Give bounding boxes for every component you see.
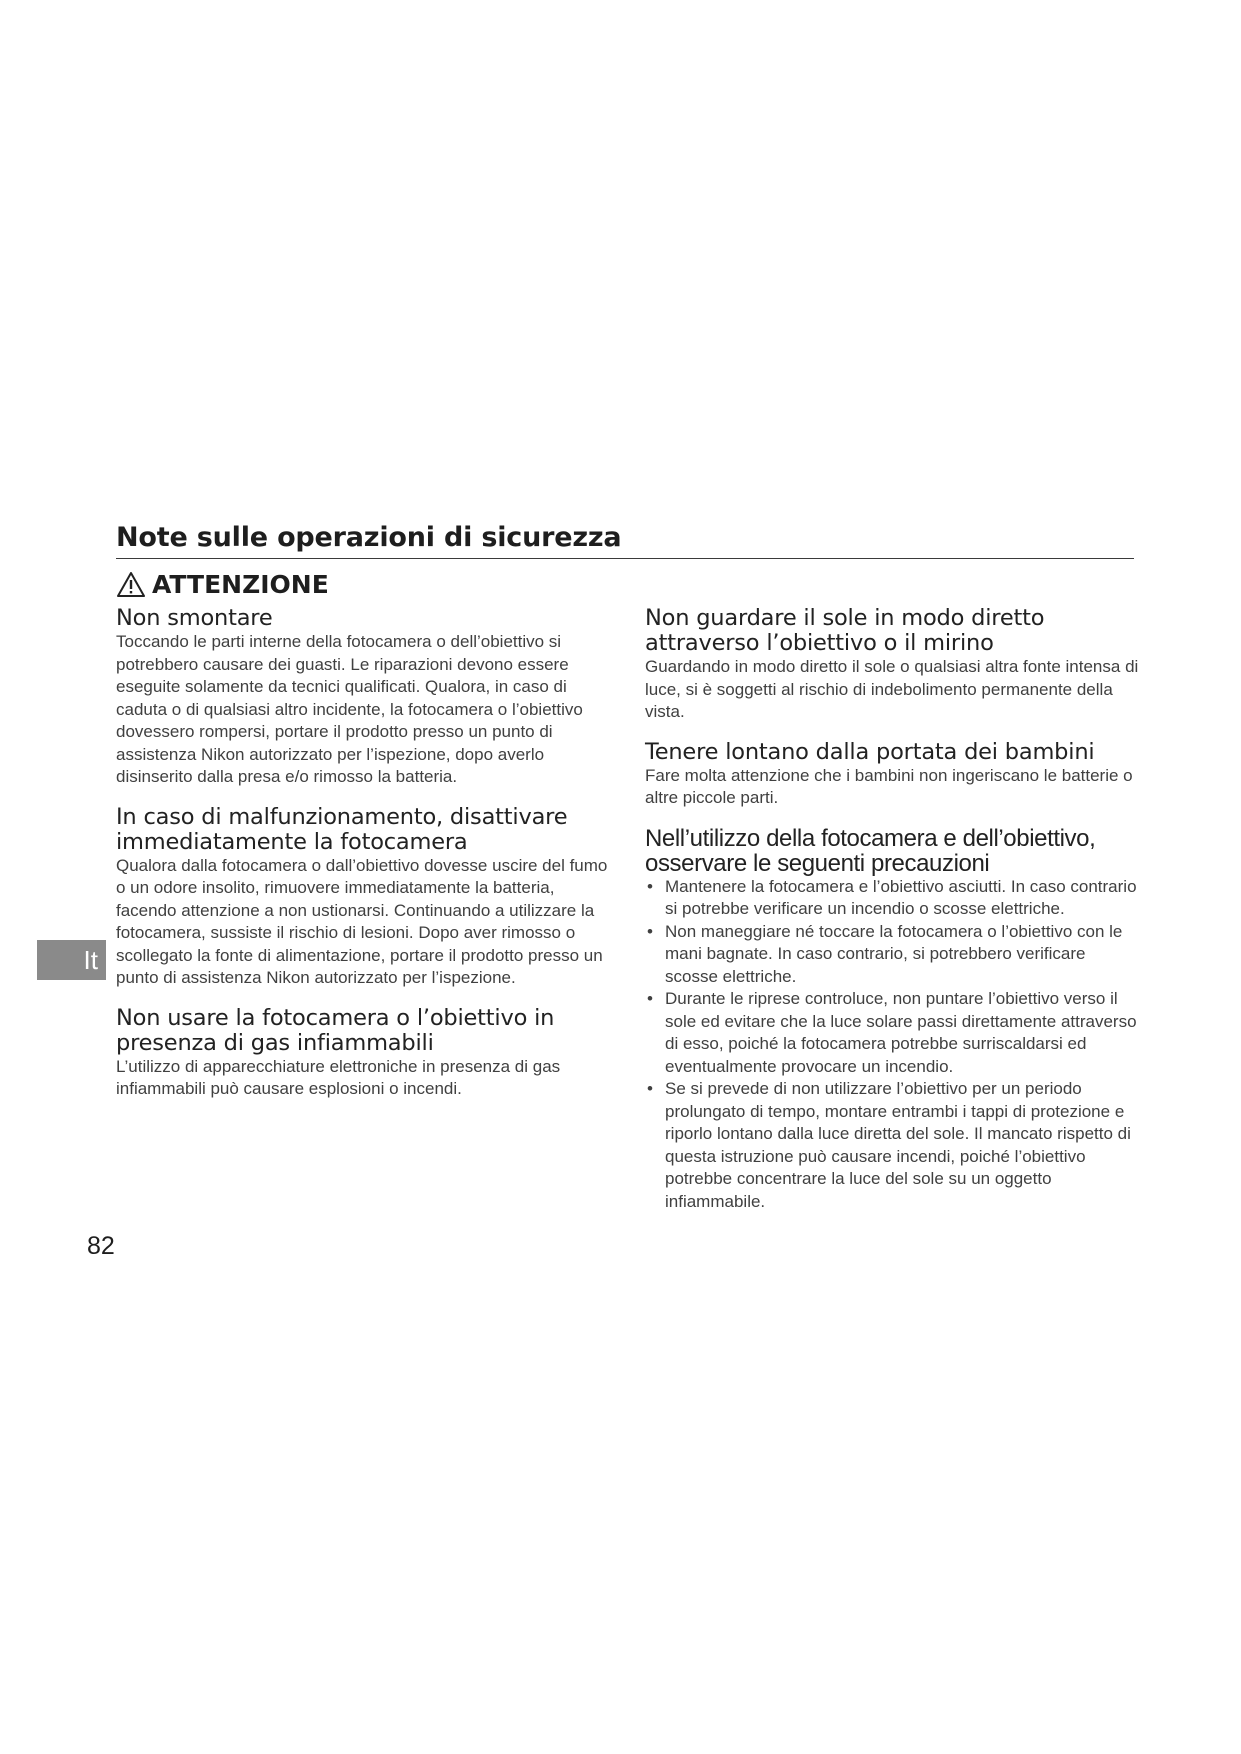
bullet-icon: •: [647, 989, 653, 1008]
list-item: [645, 1078, 1140, 1213]
right-column: [645, 606, 1140, 1229]
section-gas-infiammabili: [116, 1006, 614, 1101]
left-column: [116, 606, 614, 1117]
section-heading: Tenere lontano dalla portata dei bambini: [645, 738, 1095, 765]
list-item-text: Se si prevede di non utilizzare l’obiettivo per un periodo prolungato di tempo, montare entrambi i tappi di protezione e riporlo lontano dalla luce diretta del sole. Il mancato rispetto di questa istruzione può causare incendi, poiché l’obiettivo potrebbe concentrare la luce del sole su un oggetto infiammabile.: [665, 1079, 1131, 1211]
bullet-icon: •: [647, 876, 653, 896]
section-body: L’utilizzo di apparecchiature elettroniche in presenza di gas infiammabili può causare esplosioni o incendi.: [116, 1056, 561, 1098]
section-malfunzionamento: [116, 805, 614, 990]
section-non-smontare: [116, 606, 614, 789]
list-item-text: Durante le riprese controluce, non puntare l’obiettivo verso il sole ed evitare che la luce solare passi direttamente attraverso di esso, poiché la fotocamera potrebbe surriscaldarsi ed eventualmente provocare un incendio.: [665, 989, 1137, 1076]
section-precauzioni: [645, 826, 1140, 1214]
list-item: [645, 988, 1140, 1078]
language-tab: It: [37, 940, 106, 980]
section-heading: Non guardare il sole in modo diretto attraverso l’obiettivo o il mirino: [645, 605, 1045, 656]
section-heading: Non usare la fotocamera o l’obiettivo in presenza di gas infiammabili: [116, 1004, 555, 1056]
page-number: 82: [87, 1232, 115, 1260]
section-heading: In caso di malfunzionamento, disattivare immediatamente la fotocamera: [116, 803, 568, 855]
section-sole: [645, 606, 1140, 724]
section-heading: Non smontare: [116, 605, 273, 631]
list-item-text: Non maneggiare né toccare la fotocamera o l’obiettivo con le mani bagnate. In caso contrario, si potrebbero verificare scosse elettriche.: [665, 921, 1123, 986]
list-item: [645, 921, 1140, 989]
section-bambini: [645, 740, 1140, 810]
precautions-list: [645, 876, 1140, 1214]
section-body: Fare molta attenzione che i bambini non ingeriscano le batterie o altre piccole parti.: [645, 765, 1133, 807]
warning-triangle-icon: [116, 571, 146, 598]
warning-label: ATTENZIONE: [152, 570, 329, 599]
list-item-text: Mantenere la fotocamera e l’obiettivo asciutti. In caso contrario si potrebbe verificare un incendio o scosse elettriche.: [665, 876, 1137, 918]
section-body: Qualora dalla fotocamera o dall’obiettivo dovesse uscire del fumo o un odore insolito, rimuovere immediatamente la batteria, facendo attenzione a non ustionarsi. Continuando a utilizzare la fotocamera, sussiste il rischio di lesioni. Dopo aver rimosso o scollegato la fonte di alimentazione, portare il prodotto presso un punto di assistenza Nikon autorizzato per l’ispezione.: [116, 855, 608, 987]
section-body: Toccando le parti interne della fotocamera o dell’obiettivo si potrebbero causare dei guasti. Le riparazioni devono essere eseguite solamente da tecnici qualificati. Qualora, in caso di caduta o di qualsiasi altro incidente, la fotocamera o l’obiettivo dovessero rompersi, portare il prodotto presso un punto di assistenza Nikon autorizzato per l’ispezione, dopo averlo disinserito dalla presa e/o rimosso la batteria.: [116, 632, 583, 786]
warning-heading: [116, 570, 329, 599]
list-item: [645, 876, 1140, 921]
bullet-icon: •: [647, 921, 653, 941]
page-title: Note sulle operazioni di sicurezza: [116, 522, 1134, 559]
section-heading: Nell’utilizzo della fotocamera e dell’obiettivo, osservare le seguenti precauzioni: [645, 824, 1096, 877]
section-body: Guardando in modo diretto il sole o qualsiasi altra fonte intensa di luce, si è soggetti al rischio di indebolimento permanente della vista.: [645, 657, 1139, 721]
bullet-icon: •: [647, 1079, 653, 1098]
